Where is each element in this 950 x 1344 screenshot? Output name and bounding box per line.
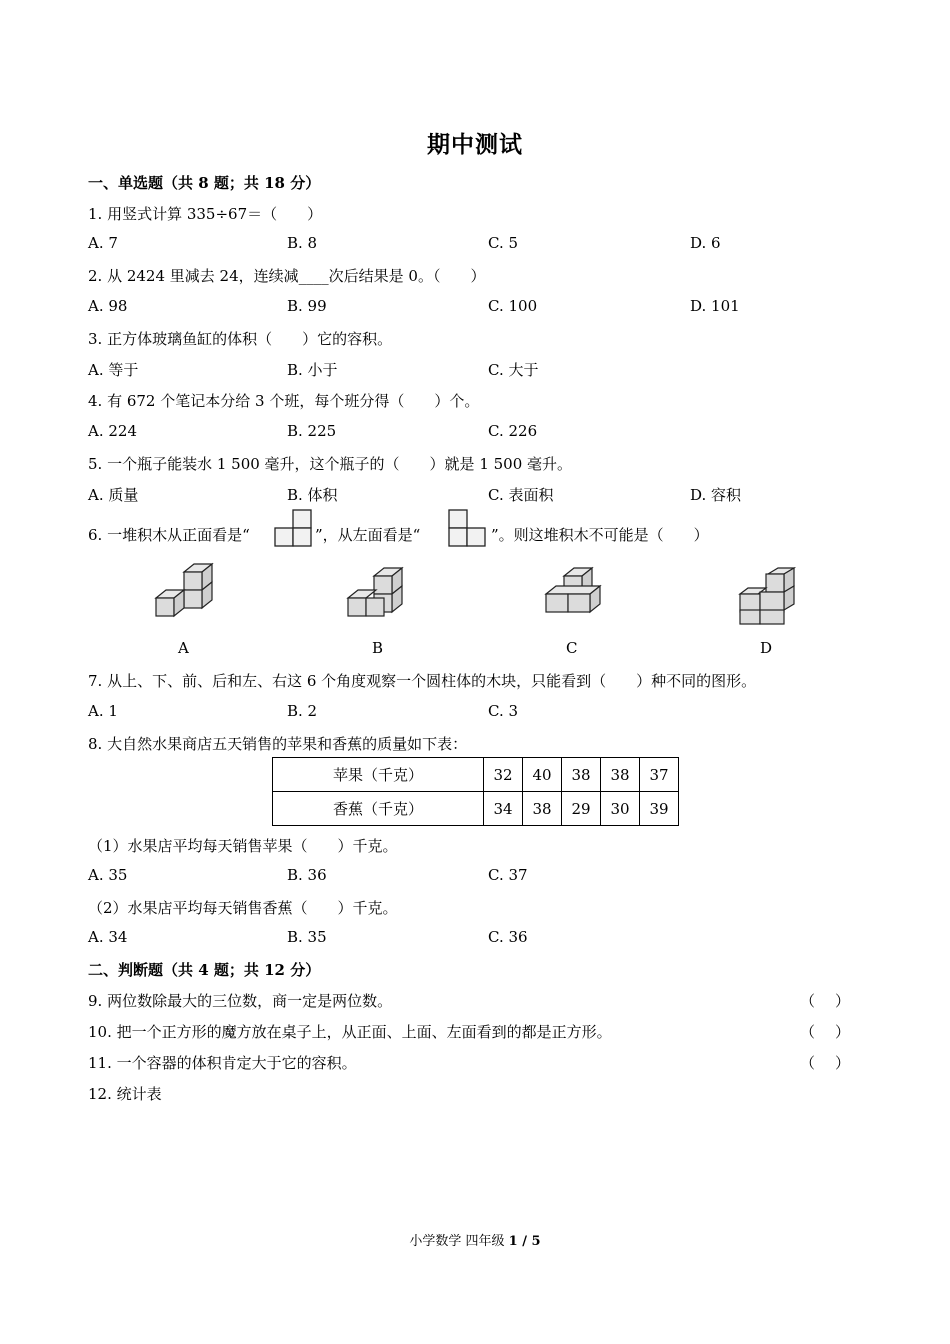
question-6-part-a: 6. 一堆积木从正面看是“: [88, 526, 250, 544]
figure-label-b: B: [372, 639, 384, 657]
question-10: 10. 把一个正方形的魔方放在桌子上，从正面、上面、左面看到的都是正方形。: [88, 1023, 612, 1041]
section-heading-single-choice: 一、单选题（共 8 题；共 18 分）: [88, 174, 321, 192]
page-title: 期中测试: [427, 131, 523, 158]
question-8: 8. 大自然水果商店五天销售的苹果和香蕉的质量如下表：: [88, 735, 468, 753]
left-view-figure: [446, 508, 490, 548]
cube-stack-a: [150, 560, 220, 626]
question-2: 2. 从 2424 里减去 24，连续减____次后结果是 0。（ ）: [88, 267, 486, 285]
table-cell: 37: [640, 758, 679, 792]
question-12: 12. 统计表: [88, 1085, 162, 1103]
q4-option-a: A. 224: [88, 422, 137, 440]
page-footer: [0, 1230, 950, 1249]
cube-stack-b: [342, 562, 412, 628]
figure-label-d: D: [760, 639, 773, 657]
question-1: 1. 用竖式计算 335÷67＝（ ）: [88, 205, 323, 223]
footer-separator: /: [517, 1234, 532, 1249]
question-8-sub-2: （2）水果店平均每天销售香蕉（ ）千克。: [88, 899, 398, 917]
q1-option-c: C. 5: [488, 234, 519, 252]
question-5: 5. 一个瓶子能装水 1 500 毫升，这个瓶子的（ ）就是 1 500 毫升。: [88, 455, 573, 473]
q5-option-a: A. 质量: [88, 486, 139, 504]
table-cell: 39: [640, 792, 679, 826]
sales-table: [272, 757, 679, 826]
question-6-part-c: ”。则这堆积木不可能是（ ）: [491, 526, 709, 544]
question-6-part-b: ”，从左面看是“: [315, 526, 421, 544]
q4-option-b: B. 225: [287, 422, 337, 440]
table-cell: 30: [601, 792, 640, 826]
paren-open: （: [800, 1054, 816, 1072]
footer-page-total: 5: [531, 1234, 541, 1249]
q5-option-c: C. 表面积: [488, 486, 554, 504]
q7-option-c: C. 3: [488, 702, 519, 720]
table-cell: 29: [562, 792, 601, 826]
cube-stack-c: [540, 566, 610, 628]
q3-option-b: B. 小于: [287, 361, 338, 379]
table-row: [273, 792, 679, 826]
q2-option-a: A. 98: [88, 297, 128, 315]
table-cell: 38: [523, 792, 562, 826]
table-cell: 32: [484, 758, 523, 792]
answer-paren-11[interactable]: [800, 1052, 850, 1073]
paren-open: （: [800, 1023, 816, 1041]
paren-close: ）: [834, 1054, 850, 1072]
q7-option-a: A. 1: [88, 702, 118, 720]
paren-close: ）: [834, 992, 850, 1010]
table-row: [273, 758, 679, 792]
q5-option-d: D. 容积: [690, 486, 742, 504]
table-cell: 38: [562, 758, 601, 792]
q5-option-b: B. 体积: [287, 486, 338, 504]
table-cell: 40: [523, 758, 562, 792]
q8-1-option-a: A. 35: [88, 866, 128, 884]
q8-2-option-c: C. 36: [488, 928, 528, 946]
figure-label-c: C: [566, 639, 578, 657]
section-heading-true-false: 二、判断题（共 4 题；共 12 分）: [88, 961, 321, 979]
q7-option-b: B. 2: [287, 702, 318, 720]
q2-option-b: B. 99: [287, 297, 327, 315]
q2-option-d: D. 101: [690, 297, 740, 315]
q1-option-a: A. 7: [88, 234, 118, 252]
question-11: 11. 一个容器的体积肯定大于它的容积。: [88, 1054, 357, 1072]
q2-option-c: C. 100: [488, 297, 538, 315]
footer-subject: 小学数学 四年级: [409, 1234, 509, 1249]
question-4: 4. 有 672 个笔记本分给 3 个班，每个班分得（ ）个。: [88, 392, 480, 410]
q8-1-option-b: B. 36: [287, 866, 327, 884]
q3-option-c: C. 大于: [488, 361, 539, 379]
question-8-sub-1: （1）水果店平均每天销售苹果（ ）千克。: [88, 837, 398, 855]
front-view-figure: [272, 508, 314, 548]
row-label-apple: 苹果（千克）: [273, 758, 484, 792]
question-7: 7. 从上、下、前、后和左、右这 6 个角度观察一个圆柱体的木块，只能看到（ ）种不同的图形。: [88, 672, 757, 690]
table-cell: 38: [601, 758, 640, 792]
paren-open: （: [800, 992, 816, 1010]
question-3: 3. 正方体玻璃鱼缸的体积（ ）它的容积。: [88, 330, 393, 348]
footer-page-number: 1: [508, 1234, 518, 1249]
q8-2-option-a: A. 34: [88, 928, 128, 946]
figure-label-a: A: [178, 639, 189, 657]
answer-paren-9[interactable]: [800, 990, 850, 1011]
q1-option-d: D. 6: [690, 234, 721, 252]
q4-option-c: C. 226: [488, 422, 538, 440]
q3-option-a: A. 等于: [88, 361, 139, 379]
row-label-banana: 香蕉（千克）: [273, 792, 484, 826]
table-cell: 34: [484, 792, 523, 826]
q1-option-b: B. 8: [287, 234, 318, 252]
q8-1-option-c: C. 37: [488, 866, 528, 884]
q8-2-option-b: B. 35: [287, 928, 327, 946]
question-9: 9. 两位数除最大的三位数，商一定是两位数。: [88, 992, 393, 1010]
cube-stack-d: [734, 566, 804, 628]
answer-paren-10[interactable]: [800, 1021, 850, 1042]
paren-close: ）: [834, 1023, 850, 1041]
